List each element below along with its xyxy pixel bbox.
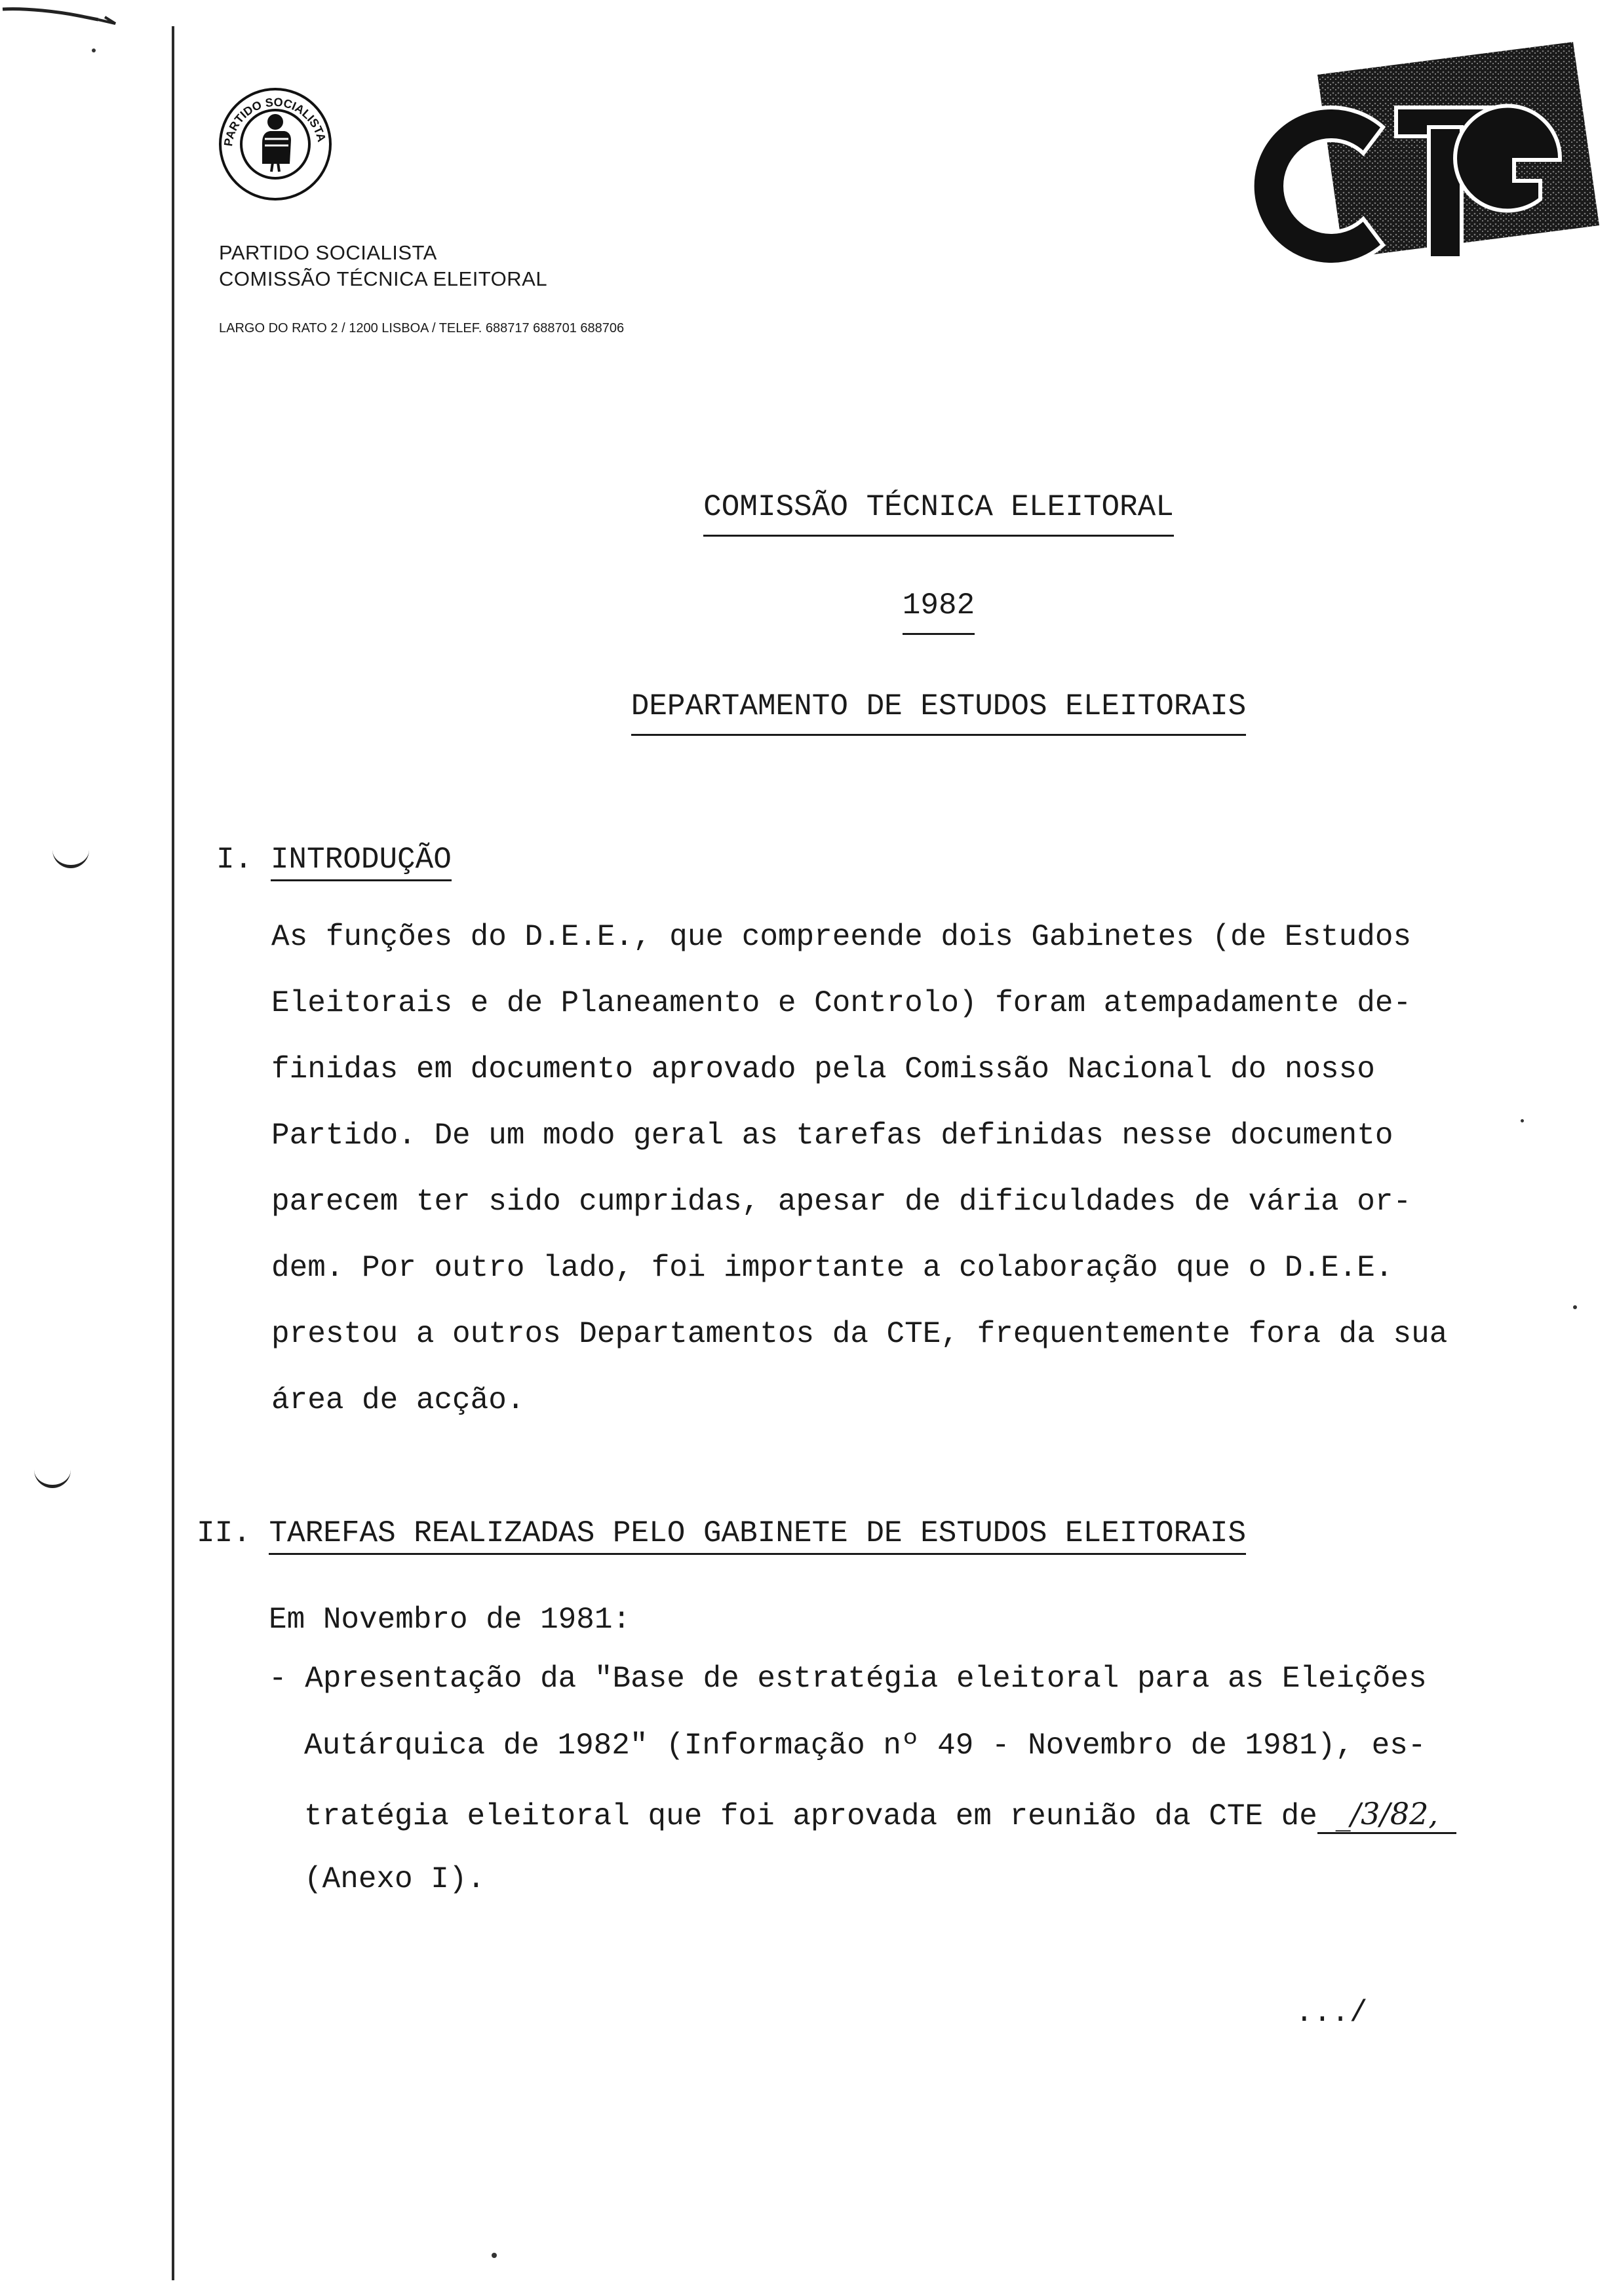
scan-speck xyxy=(1521,1119,1524,1122)
section-title: TAREFAS REALIZADAS PELO GABINETE DE ESTUDOS ELEITORAIS xyxy=(269,1516,1246,1555)
party-seal-logo xyxy=(216,85,334,203)
year-text: 1982 xyxy=(903,588,975,635)
paragraph-line: área de acção. xyxy=(271,1383,525,1417)
section-number: II. xyxy=(197,1516,251,1550)
seal-text: PARTIDO SOCIALISTA xyxy=(222,95,328,147)
margin-rule xyxy=(172,26,174,2280)
paragraph-line: finidas em documento aprovado pela Comissão Nacional do nosso xyxy=(271,1052,1375,1086)
continued-marker: .../ xyxy=(1295,1996,1368,2030)
department-text: DEPARTAMENTO DE ESTUDOS ELEITORAIS xyxy=(631,689,1247,736)
handwritten-date: _/3/82, xyxy=(1317,1795,1456,1834)
paragraph-line: prestou a outros Departamentos da CTE, frequentemente fora da sua xyxy=(271,1317,1448,1351)
title-text: COMISSÃO TÉCNICA ELEITORAL xyxy=(703,490,1174,537)
scan-speck xyxy=(1573,1305,1577,1309)
paragraph-line: parecem ter sido cumpridas, apesar de dificuldades de vária or- xyxy=(271,1185,1412,1219)
list-item-line: (Anexo I). xyxy=(304,1862,486,1896)
document-title xyxy=(131,490,1615,537)
org-name: PARTIDO SOCIALISTA xyxy=(219,241,437,264)
cte-logo xyxy=(1232,29,1612,304)
paragraph-line: Partido. De um modo geral as tarefas definidas nesse documento xyxy=(271,1119,1393,1153)
paragraph-line: As funções do D.E.E., que compreende dois Gabinetes (de Estudos xyxy=(271,920,1412,954)
section-number: I. xyxy=(216,843,253,877)
scan-speck xyxy=(92,48,96,52)
section-intro: Em Novembro de 1981: xyxy=(269,1603,631,1637)
list-item-line: - Apresentação da "Base de estratégia eleitoral para as Eleições xyxy=(269,1662,1427,1696)
paragraph-line: dem. Por outro lado, foi importante a colaboração que o D.E.E. xyxy=(271,1251,1393,1285)
letterhead-organization xyxy=(219,240,547,292)
scan-speck xyxy=(492,2253,497,2258)
list-item-line: Autárquica de 1982" (Informação nº 49 - Novembro de 1981), es- xyxy=(304,1729,1426,1763)
document-department xyxy=(131,689,1615,736)
section-heading-introducao xyxy=(216,843,452,881)
org-department: COMISSÃO TÉCNICA ELEITORAL xyxy=(219,267,548,290)
section-title: INTRODUÇÃO xyxy=(271,843,452,881)
list-item-line xyxy=(304,1795,1456,1832)
section-heading-tarefas xyxy=(197,1516,1246,1555)
margin-hand-mark xyxy=(34,1465,71,1488)
paragraph-line: Eleitorais e de Planeamento e Controlo) foram atempadamente de- xyxy=(271,986,1412,1020)
letterhead-address: LARGO DO RATO 2 / 1200 LISBOA / TELEF. 688717 688701 688706 xyxy=(219,321,625,335)
list-item-text: tratégia eleitoral que foi aprovada em reunião da CTE de xyxy=(304,1799,1317,1833)
margin-hand-mark xyxy=(52,845,89,868)
document-year xyxy=(131,588,1615,635)
pen-stroke-mark xyxy=(0,0,125,39)
